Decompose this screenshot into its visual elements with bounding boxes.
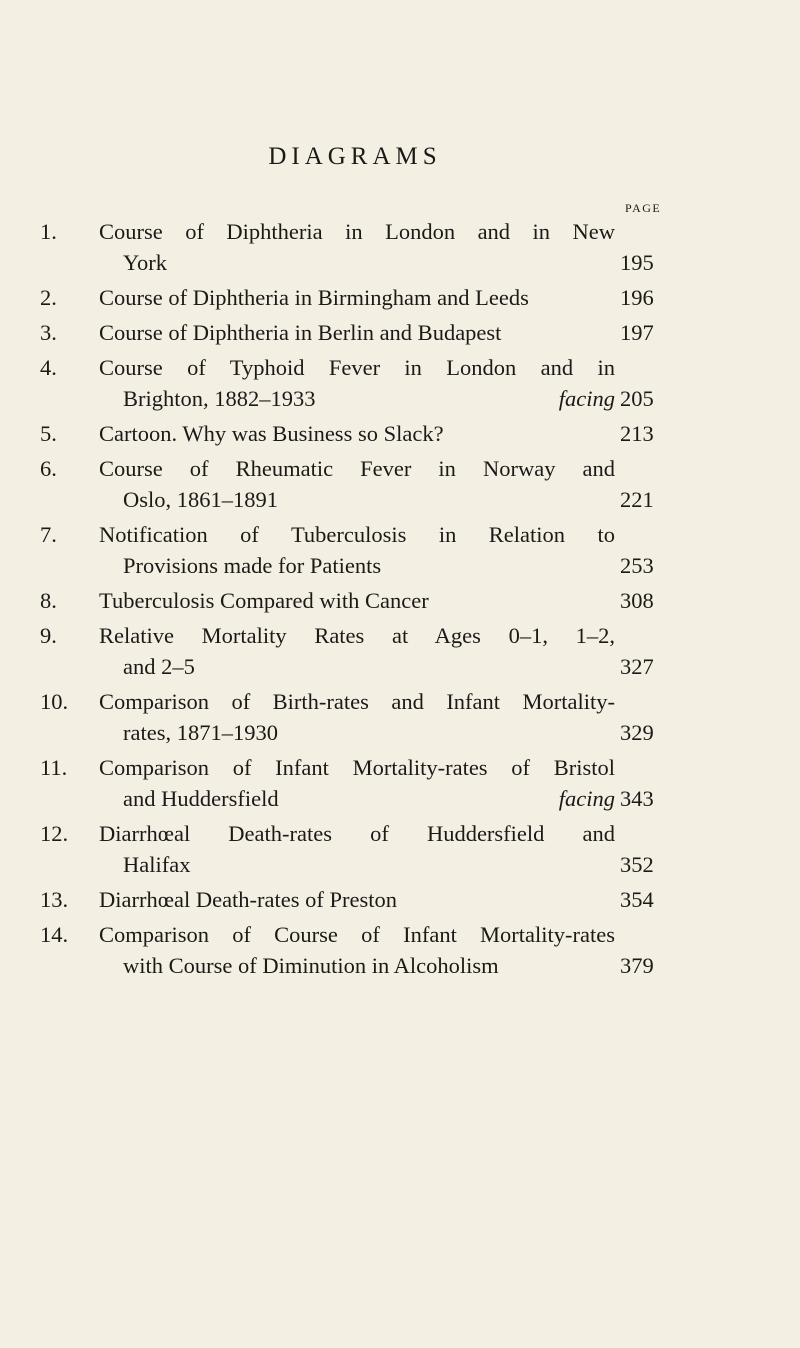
entry-title-text: Tuberculosis Compared with Cancer: [99, 588, 429, 613]
list-item: [40, 818, 680, 880]
entry-title-text: with Course of Diminution in Alcoholism: [123, 953, 499, 978]
facing-note: facing: [558, 786, 615, 811]
page-number: 253: [620, 553, 654, 578]
entry-title-line: [99, 317, 615, 348]
entry-title: [99, 686, 615, 748]
entry-title-line: [99, 484, 615, 515]
list-item: [40, 317, 680, 348]
entry-title-line: [99, 519, 615, 550]
entry-number: 6.: [40, 456, 57, 481]
entry-number: 4.: [40, 355, 57, 380]
entry-number: 8.: [40, 588, 57, 613]
entry-title-text: Course of Diphtheria in Birmingham and Leeds: [99, 285, 529, 310]
entry-title-text: rates, 1871–1930: [123, 720, 278, 745]
list-item: [40, 418, 680, 449]
entry-title: [99, 519, 615, 581]
page-number: 354: [620, 887, 654, 912]
page-column-label: PAGE: [625, 201, 662, 215]
entry-title-text: Course of Diphtheria in London and in New: [99, 219, 615, 244]
entry-number: 11.: [40, 755, 68, 780]
page-number: 379: [620, 953, 654, 978]
page-number: 196: [620, 285, 654, 310]
entry-number: 2.: [40, 285, 57, 310]
page-number: 329: [620, 720, 654, 745]
entry-title-text: and 2–5: [123, 654, 195, 679]
list-item: [40, 752, 680, 814]
list-item: [40, 884, 680, 915]
entry-title: [99, 282, 615, 313]
entry-title: [99, 884, 615, 915]
entry-title-text: Course of Rheumatic Fever in Norway and: [99, 456, 615, 481]
entry-title-text: Halifax: [123, 852, 191, 877]
entry-number: 5.: [40, 421, 57, 446]
entry-title-text: Comparison of Infant Mortality-rates of Bristol: [99, 755, 615, 780]
entry-title-line: [99, 453, 615, 484]
entry-title-line: [99, 651, 615, 682]
page-number: 213: [620, 421, 654, 446]
entry-title-line: [99, 418, 615, 449]
entry-title-text: Comparison of Course of Infant Mortality-rates: [99, 922, 615, 947]
list-item: [40, 686, 680, 748]
entry-title-line: [99, 884, 615, 915]
page-number: 327: [620, 654, 654, 679]
list-item: [40, 919, 680, 981]
entry-title-text: Course of Diphtheria in Berlin and Budapest: [99, 320, 502, 345]
entry-title-line: [99, 686, 615, 717]
list-item: [40, 585, 680, 616]
page-number: 308: [620, 588, 654, 613]
entry-title-text: Brighton, 1882–1933: [123, 386, 316, 411]
entry-title-line: [99, 717, 615, 748]
entry-number: 14.: [40, 922, 69, 947]
entry-title-text: and Huddersfield: [123, 786, 279, 811]
entry-title-text: Cartoon. Why was Business so Slack?: [99, 421, 444, 446]
entry-title-line: [99, 550, 615, 581]
entry-number: 9.: [40, 623, 57, 648]
entry-title-line: [99, 282, 615, 313]
entry-title: [99, 216, 615, 278]
page-number: 197: [620, 320, 654, 345]
entry-number: 3.: [40, 320, 57, 345]
list-item: [40, 620, 680, 682]
entry-title: [99, 818, 615, 880]
list-item: [40, 453, 680, 515]
entry-number: 10.: [40, 689, 69, 714]
entry-title-line: [99, 919, 615, 950]
page-number: 352: [620, 852, 654, 877]
entry-title-line: [99, 585, 615, 616]
entry-title-text: Diarrhœal Death-rates of Preston: [99, 887, 398, 912]
entry-title-line: [99, 752, 615, 783]
list-item: [40, 216, 680, 278]
entry-title: [99, 585, 615, 616]
entry-title-line: [99, 383, 615, 414]
entry-number: 13.: [40, 887, 69, 912]
entry-title-text: Notification of Tuberculosis in Relation to: [99, 522, 615, 547]
entry-title: [99, 752, 615, 814]
facing-note: facing: [558, 386, 615, 411]
entry-title-line: [99, 620, 615, 651]
entry-title-line: [99, 247, 615, 278]
page-number: 195: [620, 250, 654, 275]
entry-title-line: [99, 950, 615, 981]
entry-title-text: Oslo, 1861–1891: [123, 487, 279, 512]
entry-title-line: [99, 216, 615, 247]
entry-title: [99, 919, 615, 981]
entry-number: 1.: [40, 219, 57, 244]
entry-title-line: [99, 849, 615, 880]
entry-title: [99, 418, 615, 449]
page-number: 343: [620, 786, 654, 811]
entry-title-text: Provisions made for Patients: [123, 553, 382, 578]
entry-number: 12.: [40, 821, 69, 846]
entry-title: [99, 453, 615, 515]
entry-title-text: Relative Mortality Rates at Ages 0–1, 1–2,: [99, 623, 615, 648]
entry-title: [99, 352, 615, 414]
entry-title-text: Diarrhœal Death-rates of Huddersfield and: [99, 821, 615, 846]
entry-title-text: Comparison of Birth-rates and Infant Mortality-: [99, 689, 615, 714]
entry-title-line: [99, 783, 615, 814]
entry-number: 7.: [40, 522, 57, 547]
entry-title: [99, 317, 615, 348]
entry-title-text: York: [123, 250, 167, 275]
list-item: [40, 519, 680, 581]
page-number: 221: [620, 487, 654, 512]
entry-title-line: [99, 818, 615, 849]
diagram-list: [40, 216, 680, 985]
list-item: [40, 352, 680, 414]
list-item: [40, 282, 680, 313]
entry-title-text: Course of Typhoid Fever in London and in: [99, 355, 615, 380]
entry-title: [99, 620, 615, 682]
entry-title-line: [99, 352, 615, 383]
page-title: DIAGRAMS: [268, 143, 442, 170]
page-number: 205: [620, 386, 654, 411]
